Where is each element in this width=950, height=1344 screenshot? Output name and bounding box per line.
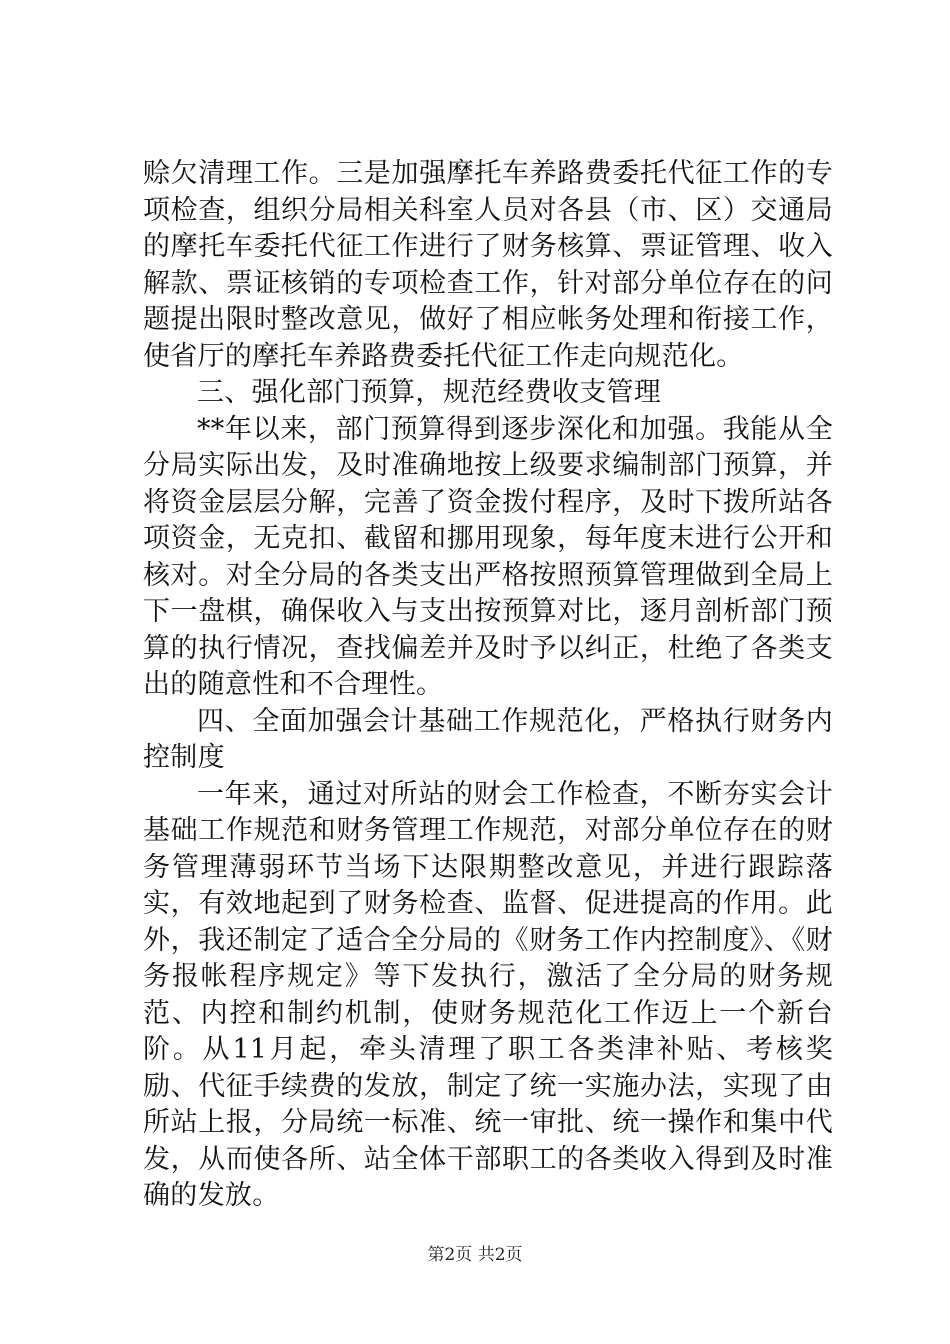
paragraph-budget: **年以来，部门预算得到逐步深化和加强。我能从全分局实际出发，及时准确地按上级要求编制部门预算，并将资金层层分解，完善了资金拨付程序，及时下拨所站各项资金，无克扣、截留和挪用现象，每年度末进行公开和核对。对全分局的各类支出严格按照预算管理做到全局上下一盘棋，确保收入与支出按预算对比，逐月剖析部门预算的执行情况，查找偏差并及时予以纠正，杜绝了各类支出的随意性和不合理性。 — [143, 413, 833, 700]
paragraph-accounting: 一年来，通过对所站的财会工作检查，不断夯实会计基础工作规范和财务管理工作规范，对部分单位存在的财务管理薄弱环节当场下达限期整改意见，并进行跟踪落实，有效地起到了财务检查、监督、促进提高的作用。此外，我还制定了适合全分局的《财务工作内控制度》、《财务报帐程序规定》等下发执行，激活了全分局的财务规范、内控和制约机制，使财务规范化工作迈上一个新台阶。从11月起，牵头清理了职工各类津补贴、考核奖励、代征手续费的发放，制定了统一实施办法，实现了由所站上报，分局统一标准、统一审批、统一操作和集中代发，从而使各所、站全体干部职工的各类收入得到及时准确的发放。 — [143, 778, 833, 1211]
paragraph-continuation: 赊欠清理工作。三是加强摩托车养路费委托代征工作的专项检查，组织分局相关科室人员对各县（市、区）交通局的摩托车委托代征工作进行了财务核算、票证管理、收入解款、票证核销的专项检查工作，针对部分单位存在的问题提出限时整改意见，做好了相应帐务处理和衔接工作，使省厅的摩托车养路费委托代征工作走向规范化。 — [143, 158, 833, 372]
section-heading-4: 四、全面加强会计基础工作规范化，严格执行财务内控制度 — [143, 705, 833, 773]
section-heading-3: 三、强化部门预算，规范经费收支管理 — [197, 377, 662, 408]
page-footer: 第2页 共2页 — [427, 1245, 523, 1265]
document-body — [143, 156, 833, 1215]
